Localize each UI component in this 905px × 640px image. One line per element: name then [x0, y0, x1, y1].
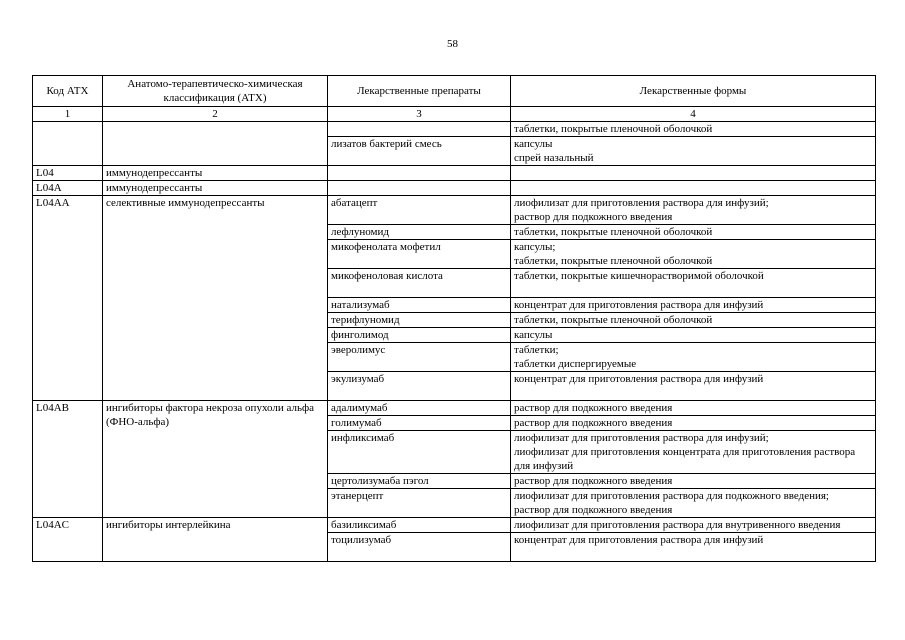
drug-name-cell: лизатов бактерий смесь: [328, 137, 511, 166]
table-row: [33, 196, 876, 225]
dosage-form: раствор для подкожного введения: [514, 211, 673, 223]
drug-name-cell: терифлуномид: [328, 313, 511, 328]
table-row: [33, 122, 876, 137]
atc-classification-cell: ингибиторы фактора некроза опухоли альфа (ФНО-альфа): [103, 401, 328, 518]
atc-table-body: [33, 122, 876, 562]
header-atc-classification: Анатомо-терапевтическо-химическая классификация (АТХ): [103, 76, 328, 107]
drug-name-cell: финголимод: [328, 328, 511, 343]
dosage-forms-cell: [511, 166, 876, 181]
dosage-form: лиофилизат для приготовления раствора для инфузий;: [514, 432, 769, 444]
atc-classification-cell: [103, 122, 328, 166]
drug-name-cell: голимумаб: [328, 416, 511, 431]
atc-code-cell: L04AB: [33, 401, 103, 518]
dosage-forms-cell: [511, 401, 876, 416]
drug-name-cell: эверолимус: [328, 343, 511, 372]
drug-name-cell: цертолизумаба пэгол: [328, 474, 511, 489]
atc-code-cell: L04AA: [33, 196, 103, 401]
atc-classification-cell: ингибиторы интерлейкина: [103, 518, 328, 562]
drug-name-cell: натализумаб: [328, 298, 511, 313]
drug-name-cell: лефлуномид: [328, 225, 511, 240]
dosage-form: спрей назальный: [514, 152, 594, 164]
atc-classification-cell: иммунодепрессанты: [103, 181, 328, 196]
atc-code-cell: [33, 122, 103, 166]
dosage-form: таблетки, покрытые пленочной оболочкой: [514, 255, 713, 267]
column-number: 3: [328, 107, 511, 122]
dosage-form: концентрат для приготовления раствора для инфузий: [514, 299, 764, 311]
drug-name-cell: адалимумаб: [328, 401, 511, 416]
dosage-form: раствор для подкожного введения: [514, 475, 673, 487]
header-drugs: Лекарственные препараты: [328, 76, 511, 107]
column-number: 1: [33, 107, 103, 122]
dosage-form: капсулы;: [514, 241, 556, 253]
dosage-forms-cell: [511, 122, 876, 137]
dosage-form: таблетки;: [514, 344, 559, 356]
dosage-form: лиофилизат для приготовления концентрата для приготовления раствора для инфузий: [514, 446, 856, 472]
drug-name-cell: [328, 181, 511, 196]
atc-classification-cell: селективные иммунодепрессанты: [103, 196, 328, 401]
dosage-form: таблетки диспергируемые: [514, 358, 637, 370]
drug-name-cell: экулизумаб: [328, 372, 511, 401]
header-code: Код АТХ: [33, 76, 103, 107]
dosage-forms-cell: [511, 533, 876, 562]
dosage-forms-cell: [511, 489, 876, 518]
drug-name-cell: тоцилизумаб: [328, 533, 511, 562]
atc-table: [32, 75, 876, 562]
dosage-form: таблетки, покрытые пленочной оболочкой: [514, 314, 713, 326]
header-row: [33, 76, 876, 107]
dosage-form: лиофилизат для приготовления раствора для инфузий;: [514, 197, 769, 209]
dosage-form: раствор для подкожного введения: [514, 417, 673, 429]
column-number: 2: [103, 107, 328, 122]
dosage-form: лиофилизат для приготовления раствора для подкожного введения;: [514, 490, 829, 502]
dosage-form: концентрат для приготовления раствора для инфузий: [514, 373, 764, 385]
drug-name-cell: этанерцепт: [328, 489, 511, 518]
dosage-forms-cell: [511, 240, 876, 269]
table-row: [33, 166, 876, 181]
dosage-forms-cell: [511, 416, 876, 431]
dosage-forms-cell: [511, 196, 876, 225]
drug-name-cell: микофенолата мофетил: [328, 240, 511, 269]
dosage-forms-cell: [511, 518, 876, 533]
column-number: 4: [511, 107, 876, 122]
dosage-form: раствор для подкожного введения: [514, 402, 673, 414]
dosage-forms-cell: [511, 372, 876, 401]
dosage-forms-cell: [511, 328, 876, 343]
dosage-forms-cell: [511, 298, 876, 313]
drug-name-cell: базиликсимаб: [328, 518, 511, 533]
drug-name-cell: микофеноловая кислота: [328, 269, 511, 298]
column-number-row: [33, 107, 876, 122]
dosage-form: таблетки, покрытые пленочной оболочкой: [514, 123, 713, 135]
dosage-forms-cell: [511, 269, 876, 298]
dosage-form: капсулы: [514, 138, 553, 150]
dosage-forms-cell: [511, 313, 876, 328]
dosage-forms-cell: [511, 225, 876, 240]
dosage-form: таблетки, покрытые пленочной оболочкой: [514, 226, 713, 238]
dosage-form: таблетки, покрытые кишечнорастворимой оболочкой: [514, 270, 764, 282]
drug-name-cell: инфликсимаб: [328, 431, 511, 474]
dosage-forms-cell: [511, 343, 876, 372]
page-number: 58: [447, 38, 458, 50]
table-row: [33, 518, 876, 533]
drug-name-cell: [328, 166, 511, 181]
dosage-forms-cell: [511, 137, 876, 166]
dosage-forms-cell: [511, 474, 876, 489]
atc-classification-cell: иммунодепрессанты: [103, 166, 328, 181]
table-row: [33, 401, 876, 416]
table-row: [33, 181, 876, 196]
dosage-form: раствор для подкожного введения: [514, 504, 673, 516]
atc-code-cell: L04A: [33, 181, 103, 196]
drug-name-cell: абатацепт: [328, 196, 511, 225]
atc-code-cell: L04AC: [33, 518, 103, 562]
atc-code-cell: L04: [33, 166, 103, 181]
dosage-form: капсулы: [514, 329, 553, 341]
header-forms: Лекарственные формы: [511, 76, 876, 107]
dosage-forms-cell: [511, 431, 876, 474]
dosage-form: концентрат для приготовления раствора для инфузий: [514, 534, 764, 546]
dosage-form: лиофилизат для приготовления раствора для внутривенного введения: [514, 519, 841, 531]
drug-name-cell: [328, 122, 511, 137]
dosage-forms-cell: [511, 181, 876, 196]
